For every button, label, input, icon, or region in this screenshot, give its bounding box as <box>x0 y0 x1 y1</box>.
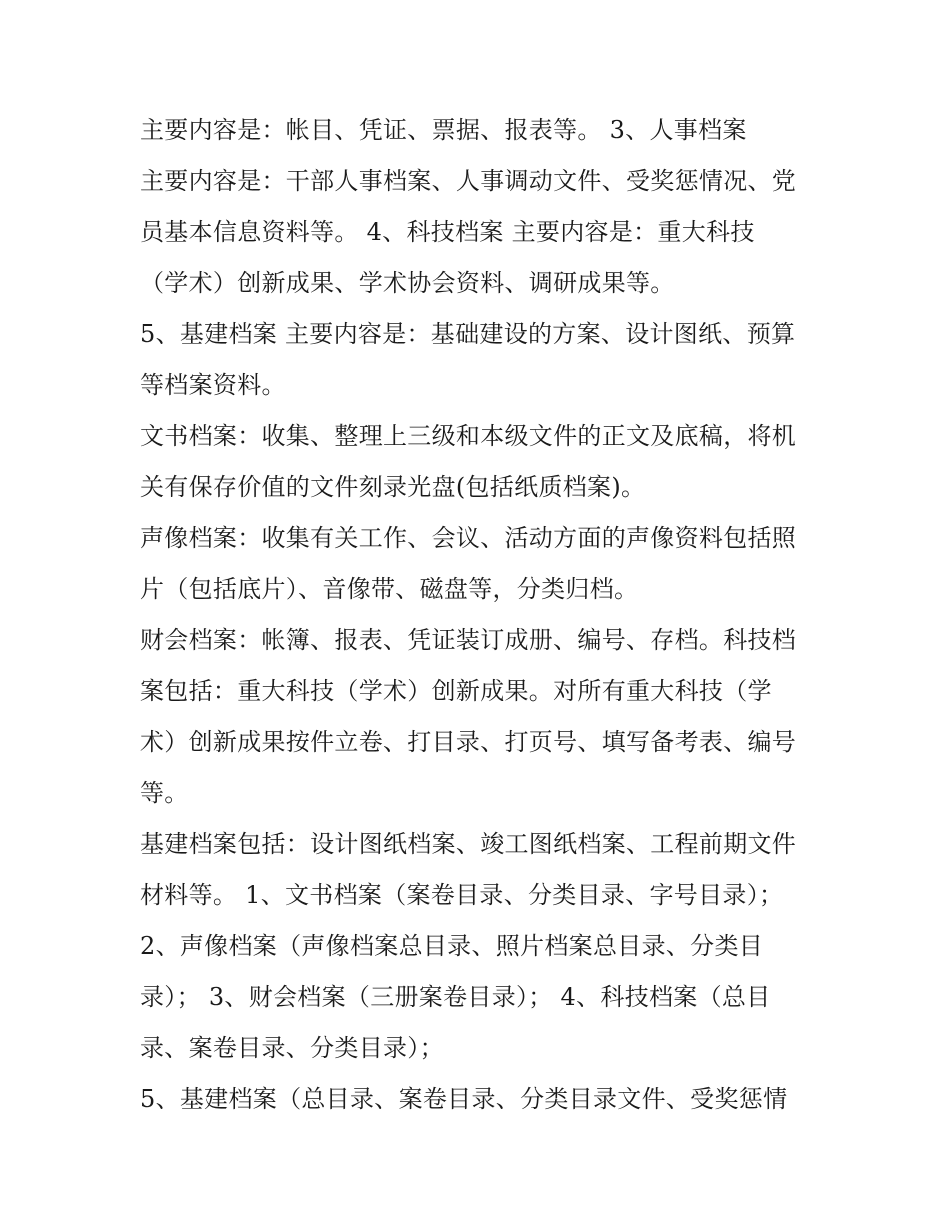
text-line: 案包括：重大科技（学术）创新成果。对所有重大科技（学 <box>140 677 772 705</box>
text-line: 录、案卷目录、分类目录）； <box>140 1034 444 1062</box>
text-line: 等。 <box>140 779 189 807</box>
text-line: 主要内容是：帐目、凭证、票据、报表等。 3、人事档案 <box>140 116 747 144</box>
text-line: 员基本信息资料等。 4、科技档案 主要内容是：重大科技 <box>140 218 755 246</box>
text-line: 2、声像档案（声像档案总目录、照片档案总目录、分类目 <box>140 932 764 960</box>
text-line: 财会档案：帐簿、报表、凭证装订成册、编号、存档。科技档 <box>140 626 797 654</box>
text-line: 文书档案：收集、整理上三级和本级文件的正文及底稿，将机 <box>140 422 797 450</box>
text-line: 关有保存价值的文件刻录光盘(包括纸质档案)。 <box>140 473 646 501</box>
text-line: 基建档案包括：设计图纸档案、竣工图纸档案、工程前期文件 <box>140 830 797 858</box>
text-line: 主要内容是：干部人事档案、人事调动文件、受奖惩情况、党 <box>140 167 797 195</box>
text-line: （学术）创新成果、学术协会资料、调研成果等。 <box>140 269 675 297</box>
text-line: 录）； 3、财会档案（三册案卷目录）； 4、科技档案（总目 <box>140 983 771 1011</box>
text-line: 术）创新成果按件立卷、打目录、打页号、填写备考表、编号 <box>140 728 797 756</box>
text-line: 等档案资料。 <box>140 371 286 399</box>
text-line: 声像档案：收集有关工作、会议、活动方面的声像资料包括照 <box>140 524 797 552</box>
text-line: 5、基建档案（总目录、案卷目录、分类目录文件、受奖惩情 <box>140 1085 788 1113</box>
document-body <box>140 105 820 1125</box>
text-line: 片（包括底片）、音像带、磁盘等，分类归档。 <box>140 575 639 603</box>
text-line: 材料等。 1、文书档案（案卷目录、分类目录、字号目录）； <box>140 881 784 909</box>
text-line: 5、基建档案 主要内容是：基础建设的方案、设计图纸、预算 <box>140 320 796 348</box>
